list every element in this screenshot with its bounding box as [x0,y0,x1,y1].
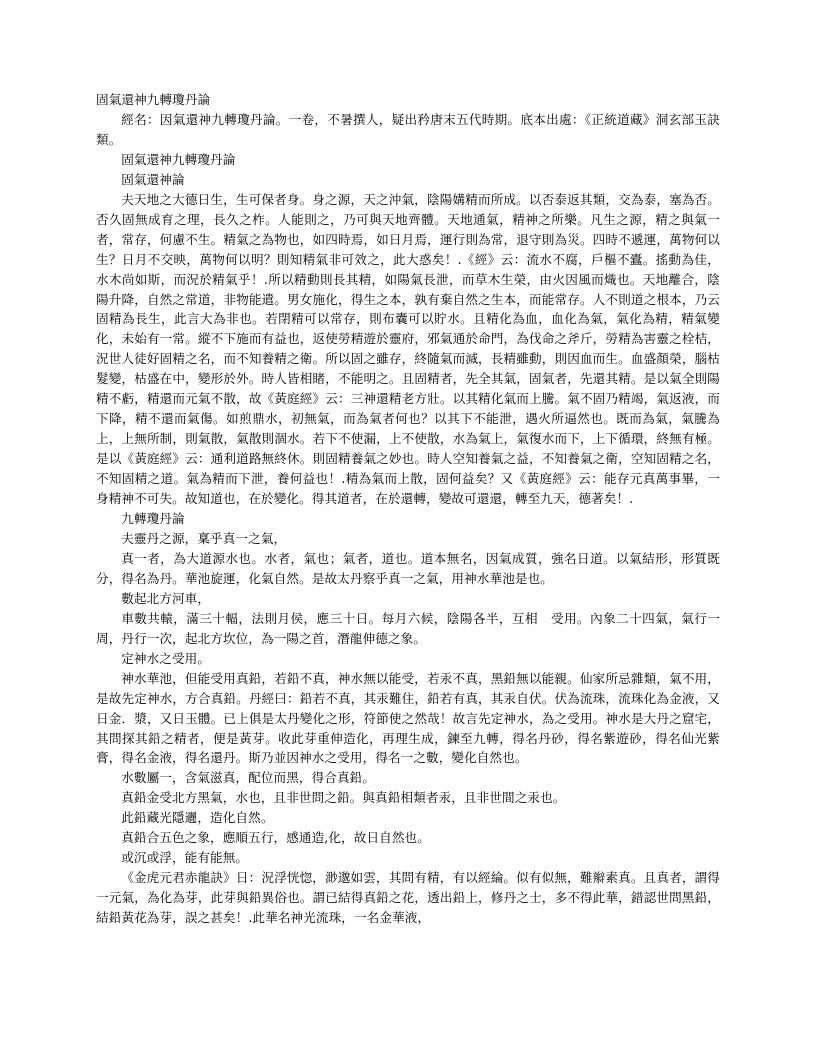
subheading-huo-chen-huo-fu: 或沉或浮，能有能無。 [121,850,249,866]
document-title: 固氣還神九轉瓊丹論 [96,92,211,107]
body-paragraph: 車數共轅，滿三十輻，法則月侯，應三十日。每月六候，陰陽各半，互相 受用。內象二十四氣，氣行一周，丹行一次，起北方坎位，為一陽之首，潛龍伸德之象。 [96,610,720,646]
body-paragraph: 真一者，為大道源水也。水者，氣也；氣者，道也。道本無名，因氣成質，強名日道。以氣結形，形質既分，得名為丹。華池旋運，化氣自然。是故太丹察乎真一之氣，用神水華池是也。 [96,550,720,586]
section-heading-jiu-zhuan-qiong-dan: 九轉瓊丹論 [121,511,185,527]
subheading-ci-qian-cang-guang: 此鉛藏光隱邐，造化自然。 [121,810,274,826]
title-repeat: 固氣還神九轉瓊丹論 [121,151,236,167]
subheading-shu-qi-bei-fang-he-che: 數起北方河車， [121,590,211,606]
body-paragraph: 《金虎元君赤龍訣》日：況浮恍惚，渺邈如雲，其問有精，有以經綸。似有似無，難辮素真。且真者，謂得一元氣，為化為芽，此芽與鉛異俗也。謂已結得真鉛之花，透出鉛上，修丹之士，多不得此華，錯認世問黑鉛，結鉛黃花為芽，誤之甚矣！.此華名神光流珠，一名金華液， [96,870,720,926]
body-paragraph: 夫天地之大德日生，生可保者身。身之源，天之沖氣，陰陽媾精而所成。以否泰返其類，交為泰，塞為否。否久固無成育之理，長久之柞。人能則之，乃可與天地齊體。天地通氣，精神之所樂。凡生之源，精之與氣一者，常存，何慮不生。精氣之為物也，如四時焉，如日月焉，運行則為常，退守則為災。四時不遞運，萬物何以生？日月不交映，萬物何以明？則知精氣非可效之，此大惑矣！.《經》云：流水不腐，戶樞不蠹。搖動為佳，水木尚如斯，而況於精氣乎！.所以精動則長其精，如陽氣長泄，而草木生榮，由火因風而熾也。天地離合，陰陽升降，自然之常道，非物能遣。男女施化，得生之本，孰有棄自然之生本，而能常存。人不則道之根本，乃云固精為長生，此言大為非也。若閉精可以常存，則布囊可以貯水。且精化為血，血化為氣，氣化為精，精氣變化，未始有一常。縱不下施而有益也，返使勞精遊於靈府，邪氣通於命門，為伐命之斧斤，勞精為害靈之栓桔，況世人徒好固精之名，而不知養精之衛。所以固之雖存，終隨氣而滅，長精雖動，則因血而生。血盛顏榮，腦枯髮變，枯盛在中，變形於外。時人皆相睹，不能明之。且固精者，先全其氣，固氣者，先還其精。是以氣全則陽精不虧，精還而元氣不散，故《黃庭經》云：三神還精老方壯。以其精化氣而上騰。氣不固乃精竭，氣返液，而下降，精不還而氣傷。如煎鼎水，初無氣，而為氣者何也？以其下不能泄，遇火所逼然也。既而為氣，氣騰為上，上無所制，則氣散，氣散則涸水。若下不使漏，上不使散，水為氣上，氣復水而下，上下循環，終無有極。是以《黃庭經》云：通利道路無終休。則固精養氣之妙也。時人空知養氣之益，不知養氣之衛，空知固精之名，不知固精之道。氣為精而下泄，養何益也！.精為氣而上散，固何益矣？又《黃庭經》云：能存元真萬事畢，一身精神不可失。故知道也，在於變化。得其道者，在於還轉，變故可還還，轉至九天，德著矣！. [96,191,720,507]
bibliographic-note: 經名：因氣還神九轉瓊丹論。一卷，不暑撰人，疑出矜唐末五代時期。底本出處：《正統道藏》洞玄部玉訣類。 [96,111,720,147]
subheading-shui-shu-shu-yi: 水數屬一，含氣滋真，配位而黑，得合真鉛。 [121,770,376,786]
body-paragraph: 真鉛金受北方黑氣，水也，且非世問之鉛。與真鉛相類者汞，且非世間之汞也。 [121,790,566,806]
body-paragraph: 夫靈丹之源，稟乎真一之氣， [121,530,287,546]
body-paragraph: 真鉛合五色之象，應順五行，感通造,化，故日自然也。 [121,830,430,846]
document-text-block [96,90,720,928]
body-paragraph: 神水華池，但能受用真鉛，若鉛不真，神水無以能受，若汞不真，黑鉛無以能親。仙家所忌雜類，氣不用，是故先定神水，方合真鉛。丹經曰：鉛若不真，其汞難住，鉛若有真，其汞自伏。伏為流珠，流珠化為金液，又日金．漿，又日玉體。已上俱是太丹變化之形，符節使之然哉！故言先定神水，為之受用。神水是大丹之窟宅，其問探其鉛之精者，便是黃芽。收此芽重伸造化，再理生成，鍊至九轉，得名丹砂，得名紫遊砂，得名仙光紫膏，得名金液，得名還丹。斯乃並因神水之受用，得名一之數，變化自然也。 [96,670,720,766]
subheading-ding-shen-shui: 定神水之受用。 [121,650,211,666]
section-heading-gu-qi-huan-shen: 固氣還神論 [121,171,185,187]
